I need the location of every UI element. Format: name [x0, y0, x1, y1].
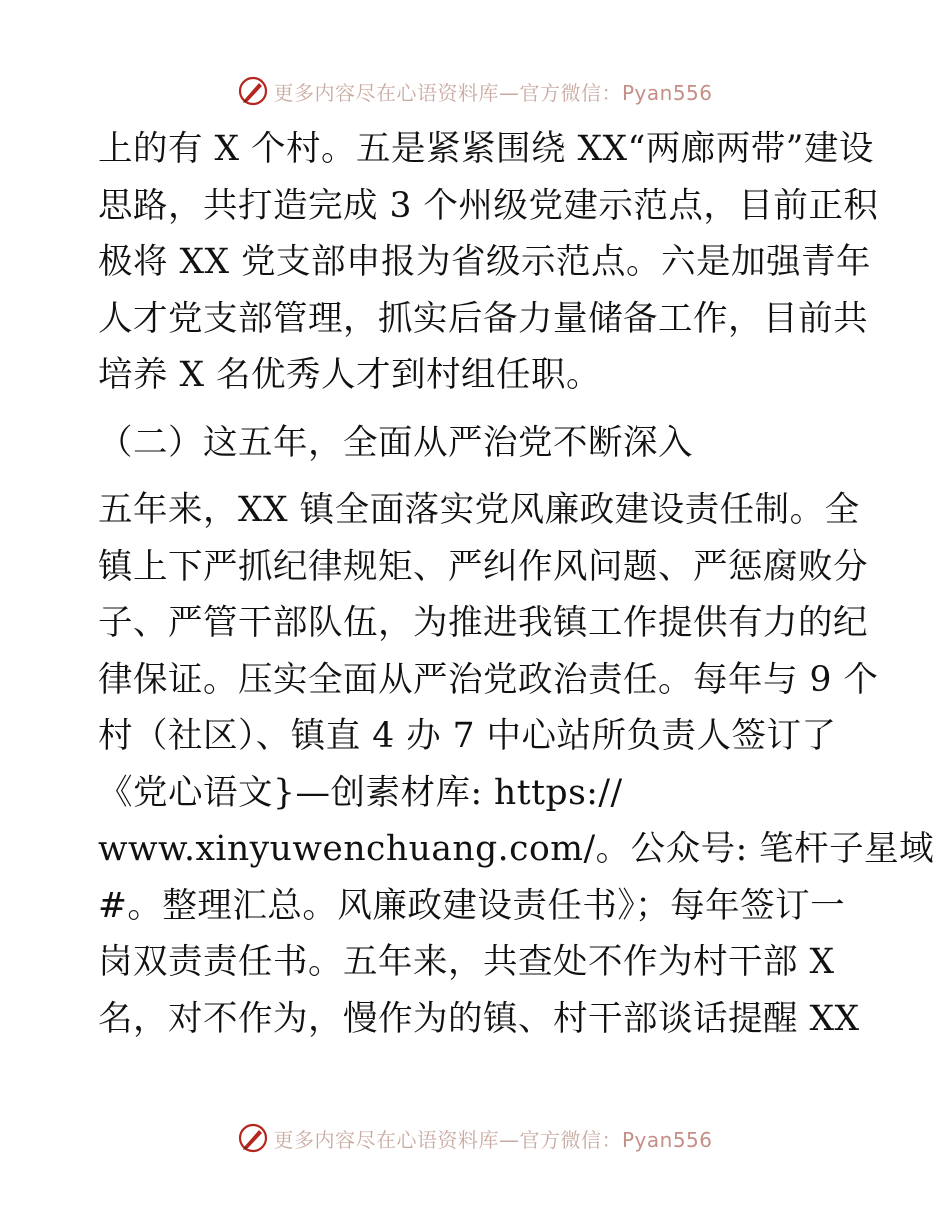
paragraph-line: 培养 X 名优秀人才到村组任职。	[98, 355, 601, 395]
paragraph-line: 律保证。压实全面从严治党政治责任。每年与 9 个	[98, 659, 879, 700]
paragraph-line: 镇上下严抓纪律规矩、严纠作风问题、严惩腐败分	[98, 546, 868, 587]
watermark-handle: Pyan556	[621, 80, 713, 105]
quill-logo-icon	[237, 75, 269, 107]
paragraph-line: #。整理汇总。风廉政建设责任书》；每年签订一	[98, 885, 846, 926]
watermark-text: 更多内容尽在心语资料库—官方微信：Pyan556	[273, 80, 713, 105]
paragraph-line: 名，对不作为，慢作为的镇、村干部谈话提醒 XX	[98, 998, 860, 1039]
paragraph-line: 极将 XX 党支部申报为省级示范点。六是加强青年	[98, 242, 872, 282]
watermark-banner-bottom	[0, 1118, 950, 1158]
paragraph-line: 思路，共打造完成 3 个州级党建示范点，目前正积	[98, 185, 879, 226]
document-body	[98, 121, 935, 1047]
paragraph-line: 《党心语文}—创素材库: https://	[98, 772, 623, 813]
paragraph-line: 上的有 X 个村。五是紧紧围绕 XX“两廊两带”建设	[98, 129, 874, 169]
watermark-handle: Pyan556	[621, 1127, 713, 1152]
paragraph-line: www.xinyuwenchuang.com/。公众号: 笔杆子星域	[98, 829, 935, 869]
watermark-text: 更多内容尽在心语资料库—官方微信：Pyan556	[273, 1127, 713, 1152]
paragraph-line: 人才党支部管理，抓实后备力量储备工作，目前共	[98, 298, 868, 339]
quill-logo-icon	[237, 1122, 269, 1154]
paragraph-line: 岗双责责任书。五年来，共查处不作为村干部 X	[98, 942, 835, 982]
paragraph-line: 子、严管干部队伍，为推进我镇工作提供有力的纪	[98, 603, 868, 643]
watermark-banner-top	[0, 71, 950, 111]
section-heading: （二）这五年，全面从严治党不断深入	[98, 422, 693, 463]
paragraph-line: 村（社区）、镇直 4 办 7 中心站所负责人签订了	[98, 716, 837, 756]
paragraph-line: 五年来，XX 镇全面落实党风廉政建设责任制。全	[98, 490, 860, 530]
